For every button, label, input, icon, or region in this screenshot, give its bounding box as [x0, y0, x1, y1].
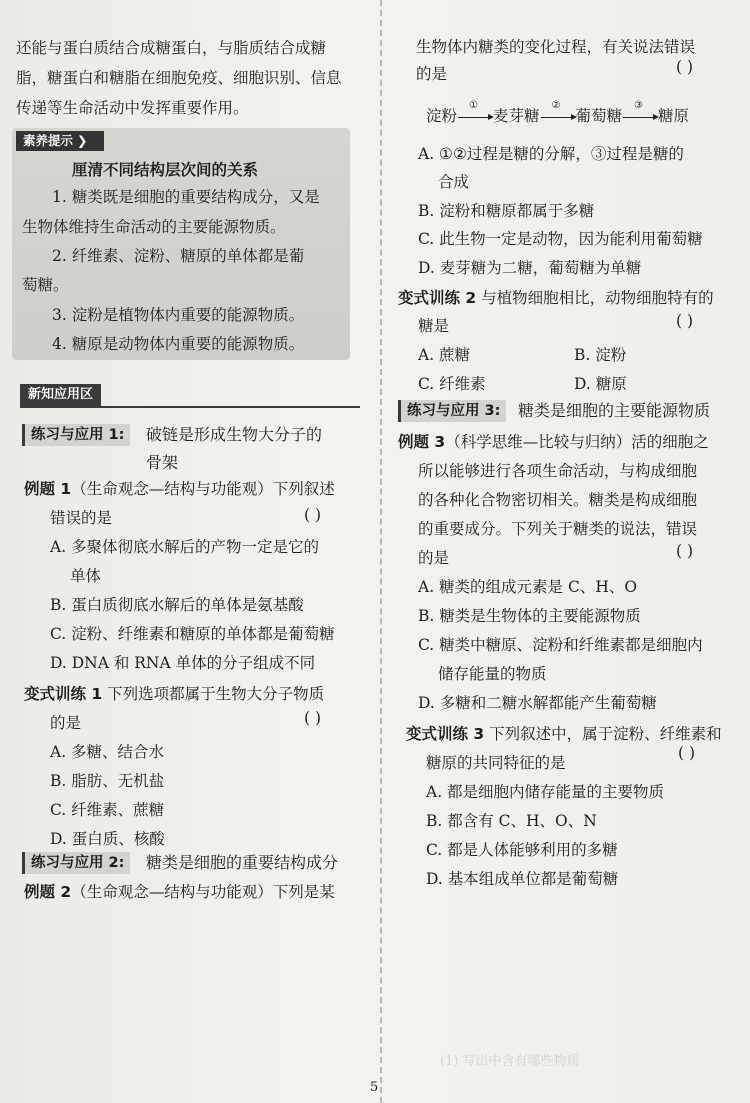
option: D. 麦芽糖为二糖，葡萄糖为单糖: [418, 259, 642, 277]
chevron-right-icon: ❯: [77, 133, 88, 148]
tip-line: 1. 糖类既是细胞的重要结构成分，又是: [52, 188, 320, 206]
tip-tag-label: 素养提示: [23, 133, 74, 148]
page-number: 5: [370, 1080, 379, 1095]
variant-label: 变式训练 1: [24, 685, 103, 703]
variant-label: 变式训练 3: [406, 725, 485, 743]
example-label: 例题 3: [398, 433, 446, 451]
answer-blank: ( ): [676, 542, 694, 560]
literacy-tip-tag: [16, 131, 104, 151]
answer-blank: ( ): [678, 744, 696, 762]
option: C. 都是人体能够利用的多糖: [426, 841, 618, 859]
example-label: 例题 2: [24, 883, 72, 901]
answer-blank: ( ): [304, 709, 322, 727]
option: C. 纤维素、蔗糖: [50, 801, 165, 819]
practice-title: 骨架: [146, 453, 179, 472]
example-question: [398, 432, 709, 452]
column-divider: [380, 0, 382, 1103]
answer-blank: ( ): [676, 312, 694, 330]
option: A. 糖类的组成元素是 C、H、O: [418, 578, 638, 596]
option: C. 淀粉、纤维素和糖原的单体都是葡萄糖: [50, 625, 335, 643]
question-text: 的是: [416, 65, 448, 83]
intro-line: 还能与蛋白质结合成糖蛋白，与脂质结合成糖: [16, 39, 327, 57]
option: B. 都含有 C、H、O、N: [426, 812, 597, 830]
option: A. ①②过程是糖的分解，③过程是糖的: [418, 145, 684, 163]
tip-line: 生物体维持生命活动的主要能源物质。: [22, 218, 286, 236]
question-text: 与植物细胞相比，动物细胞特有的: [481, 289, 714, 307]
variant-question: [24, 684, 324, 704]
option: D. 基本组成单位都是葡萄糖: [426, 870, 619, 888]
example-question: [24, 882, 335, 902]
practice-tag: 练习与应用 3:: [398, 400, 506, 422]
tip-line: 4. 糖原是动物体内重要的能源物质。: [52, 335, 305, 353]
option: D. 糖原: [574, 375, 627, 393]
variant-question: [406, 724, 722, 744]
option: A. 蔗糖: [418, 346, 471, 364]
tip-line: 2. 纤维素、淀粉、糖原的单体都是葡: [52, 247, 305, 265]
example-label: 例题 1: [24, 480, 72, 498]
question-text: （生命观念—结构与功能观）下列叙述: [71, 480, 335, 498]
practice-tag: 练习与应用 2:: [22, 852, 130, 874]
option: 单体: [70, 567, 102, 585]
practice-tag: 练习与应用 1:: [22, 424, 130, 446]
arrow-icon: [622, 100, 658, 126]
question-text: （科学思维—比较与归纳）活的细胞之: [445, 433, 709, 451]
option: B. 淀粉: [574, 346, 627, 364]
bleed-through-text: (1) 写出中含有哪些物质: [440, 1054, 580, 1069]
chain-step: 麦芽糖: [493, 107, 540, 125]
option: B. 糖类是生物体的主要能源物质: [418, 607, 641, 625]
question-text: 的各种化合物密切相关。糖类是构成细胞: [418, 491, 698, 509]
arrow-icon: [540, 100, 576, 126]
chain-step: 淀粉: [426, 107, 458, 125]
variant-label: 变式训练 2: [398, 289, 477, 307]
option: 合成: [438, 173, 470, 191]
question-text: 的重要成分。下列关于糖类的说法，错误: [418, 520, 698, 538]
step-number: ③: [634, 100, 644, 111]
question-text: 下列选项都属于生物大分子物质: [107, 685, 325, 703]
practice-title: 糖类是细胞的主要能源物质: [518, 401, 711, 420]
option: C. 糖类中糖原、淀粉和纤维素都是细胞内: [418, 636, 703, 654]
intro-line: 传递等生命活动中发挥重要作用。: [16, 99, 249, 117]
question-text: 的是: [50, 714, 82, 732]
option: A. 都是细胞内储存能量的主要物质: [426, 783, 665, 801]
question-text: 下列叙述中，属于淀粉、纤维素和: [489, 725, 722, 743]
variant-question: [398, 288, 714, 308]
option: C. 纤维素: [418, 375, 486, 393]
option: B. 淀粉和糖原都属于多糖: [418, 202, 595, 220]
practice-title: 糖类是细胞的重要结构成分: [146, 853, 339, 872]
section-rule: [20, 406, 360, 408]
option: C. 此生物一定是动物，因为能利用葡萄糖: [418, 230, 703, 248]
section-tag: 新知应用区: [20, 384, 101, 406]
answer-blank: ( ): [676, 58, 694, 76]
tip-line: 3. 淀粉是植物体内重要的能源物质。: [52, 306, 305, 324]
tip-line: 萄糖。: [22, 276, 69, 294]
question-text: 错误的是: [50, 509, 113, 527]
question-text: 糖原的共同特征的是: [426, 754, 566, 772]
question-text: 生物体内糖类的变化过程，有关说法错误: [416, 38, 696, 56]
tip-title: 厘清不同结构层次间的关系: [72, 161, 259, 179]
chain-step: 糖原: [658, 107, 690, 125]
step-number: ①: [469, 100, 478, 111]
option: A. 多聚体彻底水解后的产物一定是它的: [50, 538, 320, 556]
question-text: （生命观念—结构与功能观）下列是某: [71, 883, 335, 901]
sugar-conversion-chain: [426, 100, 690, 126]
option: D. DNA 和 RNA 单体的分子组成不同: [50, 654, 316, 672]
option: D. 蛋白质、核酸: [50, 830, 165, 848]
option: A. 多糖、结合水: [50, 743, 165, 761]
option: B. 脂肪、无机盐: [50, 772, 165, 790]
answer-blank: ( ): [304, 506, 322, 524]
practice-title: 破链是形成生物大分子的: [146, 425, 323, 444]
option: 储存能量的物质: [438, 665, 547, 683]
option: B. 蛋白质彻底水解后的单体是氨基酸: [50, 596, 304, 614]
intro-line: 脂，糖蛋白和糖脂在细胞免疫、细胞识别、信息: [16, 69, 342, 87]
question-text: 所以能够进行各项生命活动，与构成细胞: [418, 462, 698, 480]
arrow-icon: [457, 100, 493, 126]
step-number: ②: [551, 100, 561, 111]
question-text: 糖是: [418, 317, 450, 335]
option: D. 多糖和二糖水解都能产生葡萄糖: [418, 694, 657, 712]
example-question: [24, 479, 335, 499]
question-text: 的是: [418, 549, 450, 567]
chain-step: 葡萄糖: [575, 107, 623, 125]
